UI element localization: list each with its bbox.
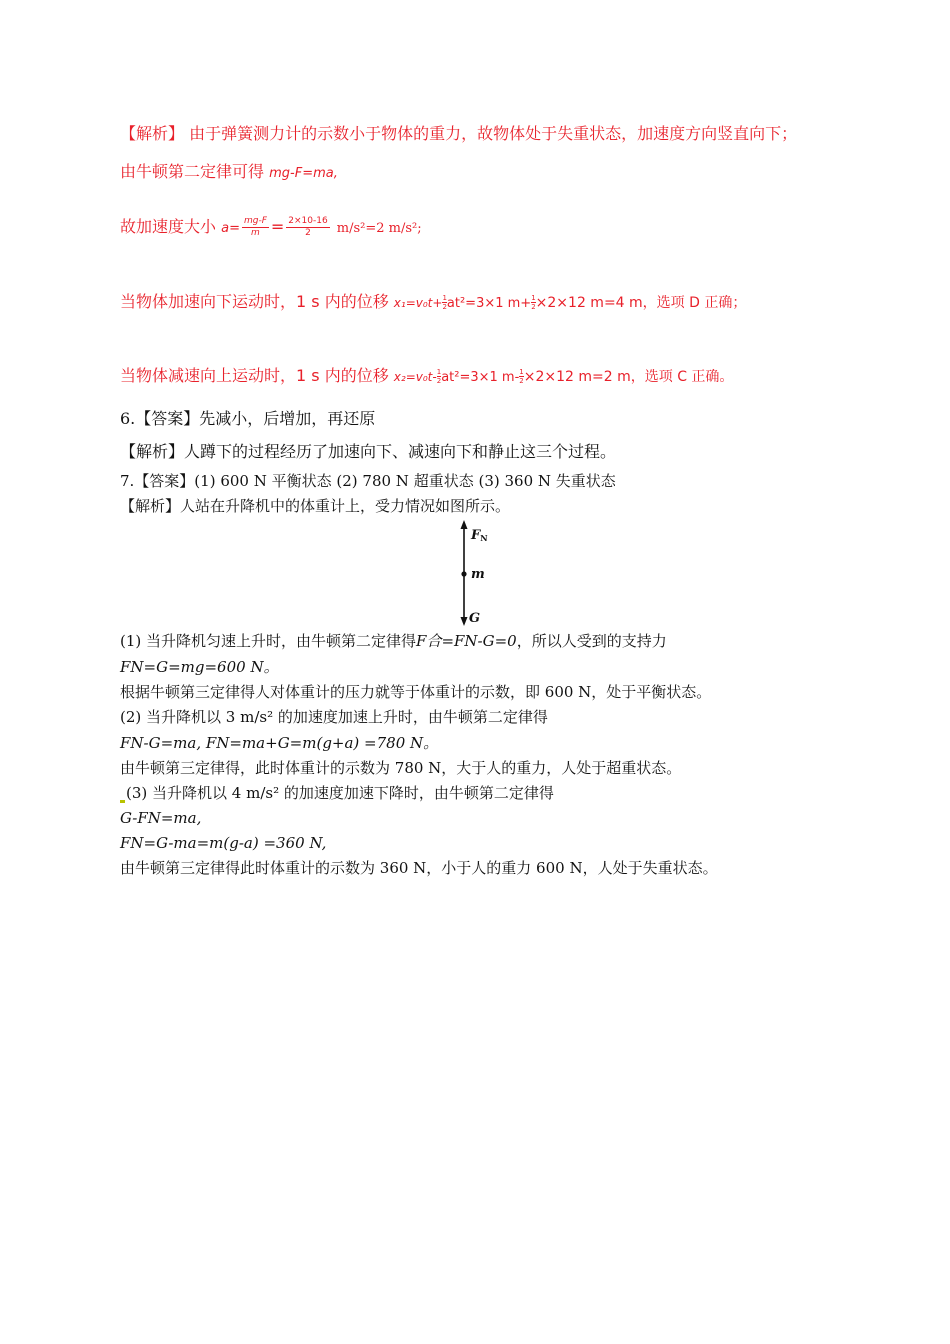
line5-formula: x₂=v₀t- (393, 370, 437, 384)
line4-tail: ×2×12 m=4 m，选项 D 正确； (535, 295, 747, 311)
analysis-line-3 (120, 216, 422, 239)
mass-point-dot (461, 571, 466, 576)
q7-part2-line: (2) 当升降机以 3 m/s² 的加速度加速上升时，由牛顿第二定律得 (120, 708, 548, 726)
half-fraction-2: $\frac{1}{2}$ (531, 294, 536, 311)
half-fraction-4: $\frac{1}{2}$ (519, 368, 524, 385)
q7-part3-formula-2: FN=G-ma=m(g-a) =360 N, (120, 834, 327, 852)
line5-head: 当物体减速向上运动时，1 s 内的位移 (120, 366, 389, 385)
gravity-label: G (469, 611, 481, 626)
margin-mark (120, 800, 125, 803)
line2-text: 由牛顿第二定律可得 (120, 162, 265, 181)
analysis-line-4 (120, 292, 746, 314)
q7-part2-formula: FN-G=ma, FN=ma+G=m(g+a) =780 N。 (120, 734, 439, 752)
q7-part3-formula-1: G-FN=ma, (120, 809, 202, 827)
q7-part3-line: (3) 当升降机以 4 m/s² 的加速度加速下降时，由牛顿第二定律得 (120, 783, 554, 803)
line4-mid: at²=3×1 m+ (446, 296, 532, 311)
line3-a: a= (221, 221, 240, 236)
line3-text: 故加速度大小 (120, 217, 217, 236)
q6-analysis: 【解析】人蹲下的过程经历了加速向下、减速向下和静止这三个过程。 (120, 442, 617, 461)
arrow-up-icon (461, 520, 468, 529)
q6-answer: 6.【答案】先减小，后增加，再还原 (120, 409, 376, 428)
q7-answer: 7.【答案】(1) 600 N 平衡状态 (2) 780 N 超重状态 (3) 360 N 失重状态 (120, 472, 616, 490)
line2-formula: mg-F=ma, (269, 166, 338, 181)
mass-label: m (471, 567, 485, 582)
line5-tail: ×2×12 m=2 m，选项 C 正确。 (523, 369, 734, 385)
support-force-label: FN (471, 528, 488, 543)
q7-part3-conclusion: 由牛顿第三定律得此时体重计的示数为 360 N，小于人的重力 600 N，人处于失重状态。 (120, 859, 718, 877)
q7-part1-conclusion: 根据牛顿第三定律得人对体重计的压力就等于体重计的示数，即 600 N，处于平衡状态。 (120, 683, 712, 701)
q7-analysis: 【解析】人站在升降机中的体重计上，受力情况如图所示。 (120, 497, 511, 515)
analysis-line-1: 【解析】 由于弹簧测力计的示数小于物体的重力，故物体处于失重状态，加速度方向竖直向下； (120, 124, 798, 143)
p1-text-c: ，所以人受到的支持力 (516, 632, 667, 650)
line4-head: 当物体加速向下运动时，1 s 内的位移 (120, 292, 389, 311)
p1-formula: F合=FN-G=0 (416, 632, 517, 650)
half-fraction-3: $\frac{1}{2}$ (436, 368, 442, 385)
line4-formula: x₁=v₀t+ (393, 296, 443, 310)
force-diagram (445, 518, 505, 628)
q7-part1-line (120, 631, 667, 651)
analysis-line-2 (120, 162, 338, 184)
equals-sign: = (270, 217, 285, 236)
q7-part1-result: FN=G=mg=600 N。 (120, 658, 279, 676)
line5-mid: at²=3×1 m- (441, 370, 520, 385)
half-fraction-1: $\frac{1}{2}$ (442, 294, 447, 311)
p1-text-a: (1) 当升降机匀速上升时，由牛顿第二定律得 (120, 632, 417, 650)
analysis-line-5 (120, 366, 733, 388)
line3-tail: m/s²=2 m/s²; (336, 221, 422, 236)
q7-part2-conclusion: 由牛顿第三定律得，此时体重计的示数为 780 N，大于人的重力，人处于超重状态。 (120, 759, 682, 777)
fraction-1: $\frac{mg-F}{m}$ (243, 216, 267, 238)
arrow-down-icon (461, 617, 468, 626)
fraction-2: $\frac{2\times 10-16}{2}$ (288, 216, 328, 238)
